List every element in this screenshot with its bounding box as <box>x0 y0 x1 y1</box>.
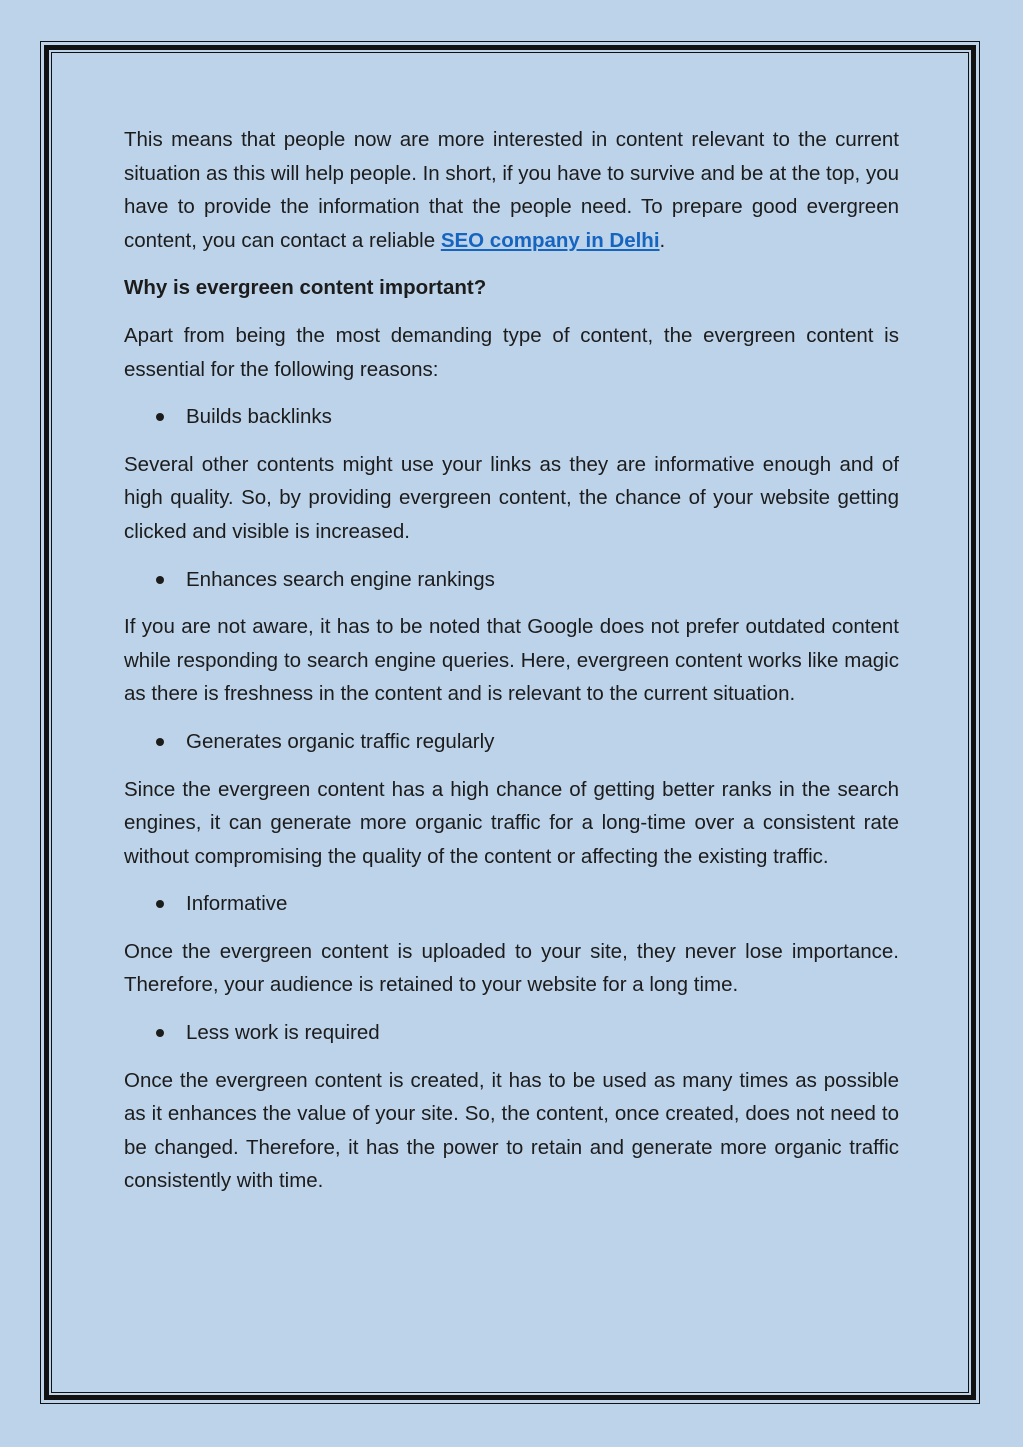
section-paragraph: Once the evergreen content is uploaded to your site, they never lose importance. Therefore, your audience is retained to your website for a long time. <box>124 939 899 997</box>
section-paragraph: Several other contents might use your links as they are informative enough and of high quality. So, by providing evergreen content, the chance of your website getting clicked and visible is increased. <box>124 452 899 543</box>
bullet-list <box>124 725 899 759</box>
document-body <box>124 123 899 1212</box>
section-paragraph: Once the evergreen content is created, it has to be used as many times as possible as it enhances the value of your site. So, the content, once created, does not need to be changed. Therefore, it has the power to retain and generate more organic traffic consistently with time. <box>124 1068 899 1193</box>
bullet-item <box>124 400 899 434</box>
bullet-dot-icon <box>156 576 164 584</box>
bullet-item <box>124 887 899 921</box>
bullet-label: Builds backlinks <box>186 405 332 429</box>
bullet-list <box>124 563 899 597</box>
bullet-dot-icon <box>156 738 164 746</box>
bullet-item <box>124 725 899 759</box>
section-paragraph: Since the evergreen content has a high chance of getting better ranks in the search engines, it can generate more organic traffic for a long-time over a consistent rate without compromising the quality of the content or affecting the existing traffic. <box>124 777 899 868</box>
seo-company-link[interactable]: SEO company in Delhi <box>440 228 660 252</box>
bullet-label: Generates organic traffic regularly <box>186 729 495 753</box>
bullet-list <box>124 887 899 921</box>
bullet-item <box>124 1016 899 1050</box>
bullet-label: Enhances search engine rankings <box>186 567 495 591</box>
bullet-list <box>124 1016 899 1050</box>
section-heading: Why is evergreen content important? <box>124 276 487 300</box>
intro-text: This means that people now are more interested in content relevant to the current situation as this will help people. In short, if you have to survive and be at the top, you have to provide the information that the people need. To prepare good evergreen content, you can contact a reliable <box>124 128 899 252</box>
bullet-item <box>124 563 899 597</box>
reasons-intro-paragraph: Apart from being the most demanding type of content, the evergreen content is essential for the following reasons: <box>124 323 899 381</box>
bullet-dot-icon <box>156 900 164 908</box>
bullet-dot-icon <box>156 413 164 421</box>
intro-paragraph <box>124 123 899 257</box>
section-paragraph: If you are not aware, it has to be noted that Google does not prefer outdated content while responding to search engine queries. Here, evergreen content works like magic as there is freshness in the content and is relevant to the current situation. <box>124 615 899 706</box>
bullet-list <box>124 400 899 434</box>
bullet-label: Informative <box>186 892 288 916</box>
intro-end: . <box>659 228 666 252</box>
bullet-label: Less work is required <box>186 1021 380 1045</box>
bullet-dot-icon <box>156 1029 164 1037</box>
